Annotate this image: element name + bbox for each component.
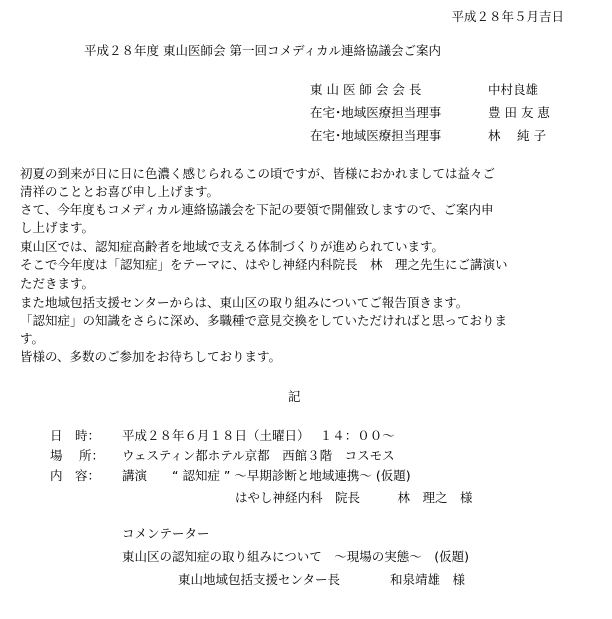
document-title: 平成２８年度 東山医師会 第一回コメディカル連絡協議会ご案内 (84, 43, 441, 58)
body-line: 初夏の到来が日に日に色濃く感じられるこの頃ですが、皆様におかれましては益々ご (20, 166, 496, 181)
body-line: ただきます。 (20, 276, 95, 291)
ki-heading: 記 (288, 389, 301, 404)
body-line: 皆様の、多数のご参加をお待ちしております。 (20, 349, 282, 364)
lecture-title: 講演 “ 認知症 ” 〜早期診断と地域連携〜 (仮題) (122, 468, 411, 483)
signatory-role: 在宅･地域医療担当理事 (310, 128, 442, 143)
document-date: 平成２８年５月吉日 (451, 9, 564, 24)
body-line: 清祥のこととお喜び申し上げます。 (20, 184, 220, 199)
body-line: す。 (20, 331, 45, 346)
lecturer-name: はやし神経内科 院長 林 理之 様 (235, 490, 473, 505)
place-label: 場 所： (50, 448, 104, 463)
body-line: さて、今年度もコメディカル連絡協議会を下記の要領で開催致しますので、ご案内申 (20, 202, 494, 217)
date-value: 平成２８年６月１８日（土曜日） １４：００〜 (122, 428, 395, 443)
body-line: 東山区では、認知症高齢者を地域で支える体制づくりが進められています。 (20, 239, 445, 254)
commentator-topic: 東山区の認知症の取り組みについて 〜現場の実態〜 (仮題) (122, 549, 470, 564)
body-line: 「認知症」の知識をさらに深め、多職種で意見交換をしていただければと思っておりま (20, 313, 508, 328)
signatory-name: 豊 田 友 恵 (488, 105, 550, 120)
content-label: 内 容： (50, 468, 101, 483)
place-value: ウェスティン都ホテル京都 西館３階 コスモス (122, 448, 395, 463)
signatory-name: 林 純 子 (488, 128, 546, 143)
commentator-name: 東山地域包括支援センター長 和泉靖雄 様 (178, 572, 466, 587)
date-label: 日 時： (50, 428, 101, 443)
body-line: そこで今年度は「認知症」をテーマに、はやし神経内科院長 林 理之先生にご講演い (20, 257, 508, 272)
signatory-role: 在宅･地域医療担当理事 (310, 105, 442, 120)
signatory-name: 中村良雄 (488, 82, 539, 97)
body-line: また地域包括支援センターからは、東山区の取り組みについてご報告頂きます。 (20, 295, 469, 310)
body-line: し上げます。 (20, 220, 95, 235)
signatory-role: 東 山 医 師 会 会 長 (310, 82, 422, 97)
commentator-heading: コメンテーター (122, 526, 210, 541)
